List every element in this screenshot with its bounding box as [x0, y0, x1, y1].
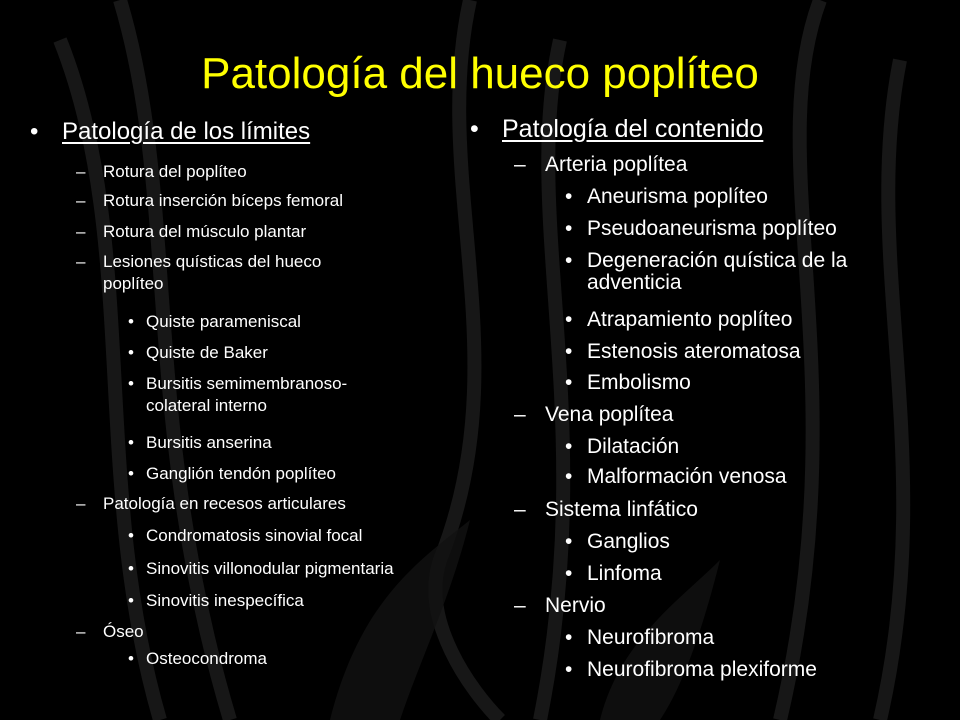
- item-text: Rotura del poplíteo: [103, 162, 247, 181]
- bullet-icon: •: [128, 649, 134, 668]
- bullet-icon: •: [128, 343, 134, 362]
- item-text: Linfoma: [587, 562, 662, 585]
- bullet-icon: •: [565, 435, 573, 458]
- item-text: Ganglión tendón poplíteo: [146, 464, 336, 483]
- dash-icon: –: [76, 162, 86, 181]
- bullet-icon: •: [565, 371, 573, 394]
- item-text: Quiste de Baker: [146, 343, 268, 362]
- bullet-icon: •: [128, 374, 134, 393]
- item-text: Rotura inserción bíceps femoral: [103, 191, 344, 210]
- item-text: Bursitis semimembranoso-: [146, 374, 348, 393]
- bullet-icon: •: [565, 465, 573, 488]
- bullet-icon: •: [565, 530, 573, 553]
- item-text: Sinovitis villonodular pigmentaria: [146, 559, 394, 578]
- bullet-icon: •: [128, 591, 134, 610]
- item-text: Bursitis anserina: [146, 433, 272, 452]
- dash-icon: –: [76, 622, 86, 641]
- right-heading-row: [470, 115, 763, 144]
- bullet-icon: •: [565, 308, 573, 331]
- item-text: Óseo: [103, 622, 144, 641]
- left-heading-row: [30, 118, 310, 146]
- item-text: Lesiones quísticas del hueco: [103, 252, 322, 271]
- left-heading: Patología de los límites: [62, 118, 311, 145]
- right-heading: Patología del contenido: [502, 115, 764, 143]
- item-text: Sinovitis inespecífica: [146, 591, 304, 610]
- bullet-icon: •: [565, 249, 573, 272]
- dash-icon: –: [514, 153, 526, 176]
- item-text: Neurofibroma plexiforme: [587, 658, 817, 681]
- bullet-icon: •: [565, 626, 573, 649]
- dash-icon: –: [76, 191, 86, 210]
- dash-icon: –: [76, 494, 86, 513]
- item-text: Sistema linfático: [545, 498, 698, 521]
- item-text: Condromatosis sinovial focal: [146, 526, 363, 545]
- item-text: Osteocondroma: [146, 649, 267, 668]
- item-text: Embolismo: [587, 371, 691, 394]
- bullet-icon: •: [565, 340, 573, 363]
- item-text: Quiste parameniscal: [146, 312, 301, 331]
- item-text: Rotura del músculo plantar: [103, 222, 307, 241]
- bullet-icon: •: [470, 115, 479, 143]
- bullet-icon: •: [565, 217, 573, 240]
- item-text: Patología en recesos articulares: [103, 494, 346, 513]
- item-text: Degeneración quística de la: [587, 249, 848, 272]
- item-text: Atrapamiento poplíteo: [587, 308, 793, 331]
- bullet-icon: •: [30, 118, 39, 145]
- item-text: Vena poplítea: [545, 403, 674, 426]
- item-text: Nervio: [545, 594, 606, 617]
- item-text: Pseudoaneurisma poplíteo: [587, 217, 837, 240]
- bullet-icon: •: [128, 312, 134, 331]
- dash-icon: –: [514, 403, 526, 426]
- item-text: Dilatación: [587, 435, 680, 458]
- bullet-icon: •: [565, 562, 573, 585]
- item-text: Malformación venosa: [587, 465, 787, 488]
- dash-icon: –: [514, 594, 526, 617]
- item-text: colateral interno: [146, 396, 267, 415]
- item-text: Aneurisma poplíteo: [587, 185, 768, 208]
- bullet-icon: •: [565, 185, 573, 208]
- dash-icon: –: [514, 498, 526, 521]
- bullet-icon: •: [565, 658, 573, 681]
- bullet-icon: •: [128, 433, 134, 452]
- dash-icon: –: [76, 252, 86, 271]
- item-text: adventicia: [587, 271, 682, 294]
- item-text: Ganglios: [587, 530, 670, 553]
- bullet-icon: •: [128, 526, 134, 545]
- item-text: Estenosis ateromatosa: [587, 340, 801, 363]
- bullet-icon: •: [128, 464, 134, 483]
- item-text: poplíteo: [103, 274, 164, 293]
- dash-icon: –: [76, 222, 86, 241]
- slide-title: Patología del hueco poplíteo: [201, 49, 759, 98]
- bullet-icon: •: [128, 559, 134, 578]
- item-text: Neurofibroma: [587, 626, 715, 649]
- item-text: Arteria poplítea: [545, 153, 688, 176]
